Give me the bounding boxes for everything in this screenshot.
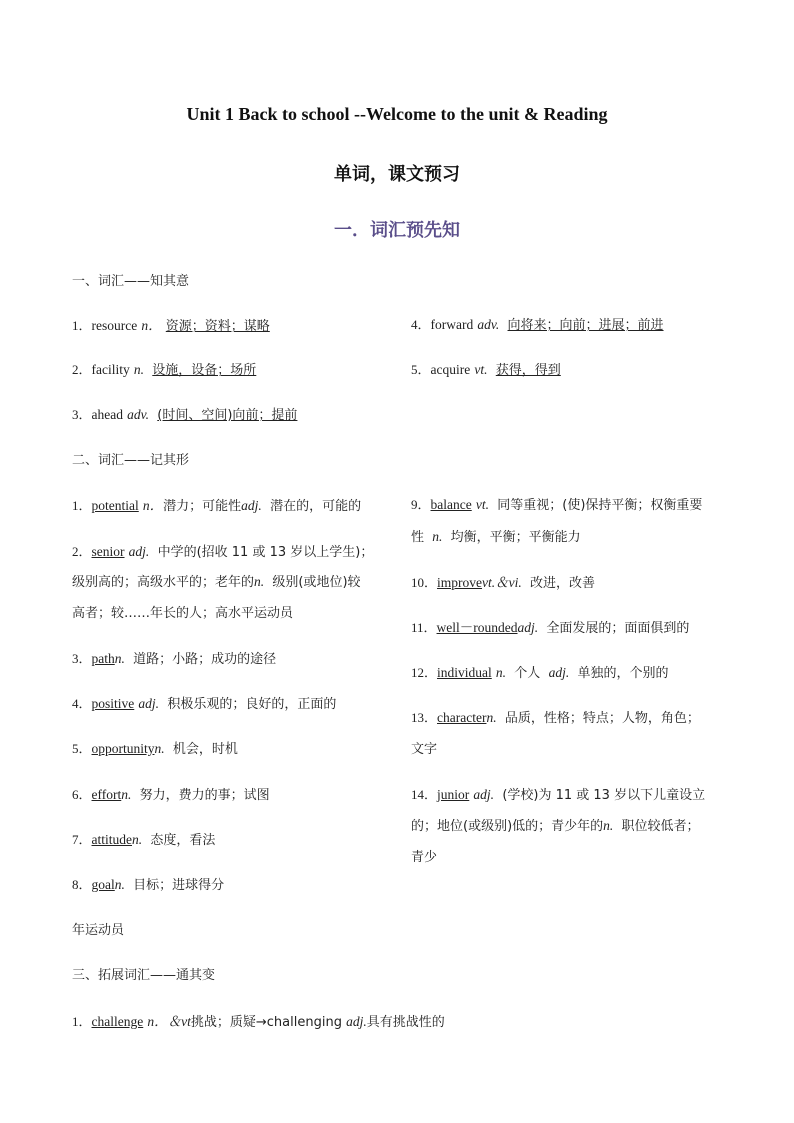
item-number: 11． <box>411 620 437 635</box>
item-number: 2． <box>72 544 92 559</box>
item-meaning: 努力，费力的事；试图 <box>139 788 270 803</box>
vocab-item-continued: 文字 <box>411 742 438 757</box>
item-pos: vt. <box>475 497 489 512</box>
item-meaning: 职位较低者； <box>621 819 700 834</box>
item-number: 10． <box>411 575 438 590</box>
item-meaning: 品质，性格；特点；人物，角色； <box>504 711 700 726</box>
vocab-item <box>72 784 270 803</box>
item-pos: n. <box>132 832 143 847</box>
item-word: balance <box>430 497 472 512</box>
item-pos: adj. <box>517 620 539 635</box>
item-pos: n. <box>121 787 132 802</box>
vocab-item <box>72 693 336 712</box>
item-pos: n. <box>154 741 165 756</box>
vocab-item-continued <box>72 571 361 590</box>
item-meaning: 级别(或地位)较 <box>272 575 361 590</box>
item-meaning: 级别高的；高级水平的；老年的 <box>72 575 255 590</box>
item-pos: vt.＆vi. <box>482 575 522 590</box>
item-meaning: 同等重视；(使)保持平衡；权衡重要 <box>497 498 703 513</box>
item-word: senior <box>91 544 125 559</box>
item-word: opportunity <box>91 741 155 756</box>
item-pos: adv. <box>477 317 500 332</box>
page-title: Unit 1 Back to school --Welcome to the unit & Reading <box>186 104 608 124</box>
item-number: 4． <box>72 696 92 711</box>
item-meaning: 获得，得到 <box>495 363 561 378</box>
item-word: improve <box>437 575 483 590</box>
item-meaning: 均衡，平衡；平衡能力 <box>450 530 581 545</box>
item-word: forward <box>430 317 474 332</box>
item-number: 3． <box>72 407 92 422</box>
item-meaning: 向将来；向前；进展；前进 <box>507 318 664 333</box>
item-word: goal <box>91 877 115 892</box>
section1-label: 一、词汇——知其意 <box>72 274 190 289</box>
item-meaning: 资源；资料；谋略 <box>165 319 270 334</box>
item-word: challenge <box>91 1014 144 1029</box>
item-pos: n． <box>142 498 164 513</box>
item-number: 5． <box>72 741 92 756</box>
vocab-item <box>411 616 689 636</box>
item-number: 6． <box>72 787 92 802</box>
vocab-item <box>72 541 373 560</box>
item-pos: n. <box>133 362 145 377</box>
item-meaning: 具有挑战性的 <box>366 1015 445 1030</box>
item-meaning: 潜力；可能性 <box>163 499 242 514</box>
item-number: 1． <box>72 498 92 513</box>
item-pos: adj. <box>138 696 160 711</box>
item-pos: n. <box>486 710 497 725</box>
item-pos: adj. <box>241 498 262 513</box>
stray-text: 年运动员 <box>72 923 125 938</box>
item-word: character <box>437 710 487 725</box>
item-word: individual <box>437 665 492 680</box>
page-subtitle: 单词，课文预习 <box>334 164 460 185</box>
item-pos: adj. <box>346 1014 367 1029</box>
vocab-item <box>72 738 238 757</box>
vocab-item <box>72 874 224 893</box>
item-word: acquire <box>430 362 471 377</box>
item-number: 9． <box>411 497 431 512</box>
item-number: 5． <box>411 362 431 377</box>
item-pos: n．＆vt <box>147 1014 191 1029</box>
vocab-item <box>72 829 215 848</box>
item-meaning: 机会，时机 <box>172 742 238 757</box>
vocab-item <box>411 359 561 378</box>
item-meaning: 单独的，个别的 <box>577 666 669 681</box>
item-number: 1． <box>72 1014 92 1029</box>
item-meaning: 中学的(招收 11 或 13 岁以上学生)； <box>157 545 374 560</box>
item-meaning: (时间、空间)向前；提前 <box>157 408 298 423</box>
vocab-item <box>72 314 270 334</box>
item-number: 3． <box>72 651 92 666</box>
vocab-item <box>72 648 276 667</box>
item-pos: n. <box>114 877 125 892</box>
item-word: effort <box>91 787 122 802</box>
item-word: potential <box>91 498 139 513</box>
item-pos: adj. <box>473 787 495 802</box>
item-pos: n. <box>254 574 265 589</box>
vocab-item <box>72 404 297 423</box>
item-meaning: 目标；进球得分 <box>133 878 225 893</box>
item-meaning: 态度，看法 <box>150 833 216 848</box>
item-word: path <box>91 651 115 666</box>
item-meaning: 全面发展的；面面俱到的 <box>546 621 690 636</box>
item-number: 8． <box>72 877 92 892</box>
item-pos: n. <box>495 665 507 680</box>
item-pos: n． <box>141 318 162 333</box>
item-number: 1． <box>72 318 92 333</box>
vocab-item <box>411 494 702 513</box>
vocab-item-continued <box>72 602 293 621</box>
item-meaning: 的；地位(或级别)低的；青少年的 <box>411 819 604 834</box>
section3-label: 三、拓展词汇——通其变 <box>72 968 216 983</box>
item-pos: n. <box>432 529 443 544</box>
item-meaning: 改进，改善 <box>530 576 596 591</box>
vocab-item <box>411 662 669 681</box>
vocab-item-continued: 青少 <box>411 850 438 865</box>
item-number: 7． <box>72 832 92 847</box>
item-word: well－rounded <box>436 620 518 635</box>
item-pos: n. <box>114 651 125 666</box>
vocab-item <box>72 359 256 378</box>
item-meaning: 高者；较……年长的人；高水平运动员 <box>72 606 294 621</box>
item-pos: vt. <box>474 362 488 377</box>
item-word: ahead <box>91 407 123 422</box>
item-word: facility <box>91 362 130 377</box>
item-meaning: 性 <box>411 530 425 545</box>
item-pos: n. <box>603 818 614 833</box>
item-number: 4． <box>411 317 431 332</box>
vocab-item <box>72 494 361 514</box>
item-meaning: 潜在的，可能的 <box>270 499 362 514</box>
item-meaning: 设施，设备；场所 <box>152 363 257 378</box>
item-meaning: 积极乐观的；良好的，正面的 <box>167 697 337 712</box>
item-pos: adj. <box>548 665 570 680</box>
item-meaning: 挑战；质疑→challenging <box>190 1015 342 1030</box>
vocab-item-continued <box>411 526 581 545</box>
item-word: attitude <box>91 832 133 847</box>
vocab-item <box>411 314 664 333</box>
vocab-item <box>411 784 705 803</box>
vocab-item <box>411 571 595 591</box>
section2-label: 二、词汇——记其形 <box>72 453 190 468</box>
section-heading: 一．词汇预先知 <box>334 220 460 241</box>
item-meaning: 道路；小路；成功的途径 <box>133 652 277 667</box>
item-word: resource <box>91 318 138 333</box>
item-number: 12． <box>411 665 438 680</box>
vocab-item-continued <box>411 815 700 834</box>
item-number: 13． <box>411 710 438 725</box>
item-meaning: 个人 <box>514 666 541 681</box>
item-meaning: (学校)为 11 或 13 岁以下儿童设立 <box>502 788 706 803</box>
vocab-item <box>72 1010 445 1030</box>
item-pos: adj. <box>128 544 150 559</box>
item-number: 2． <box>72 362 92 377</box>
item-word: positive <box>91 696 135 711</box>
vocab-item <box>411 707 700 726</box>
item-pos: adv. <box>127 407 150 422</box>
item-number: 14． <box>411 787 438 802</box>
item-word: junior <box>437 787 470 802</box>
